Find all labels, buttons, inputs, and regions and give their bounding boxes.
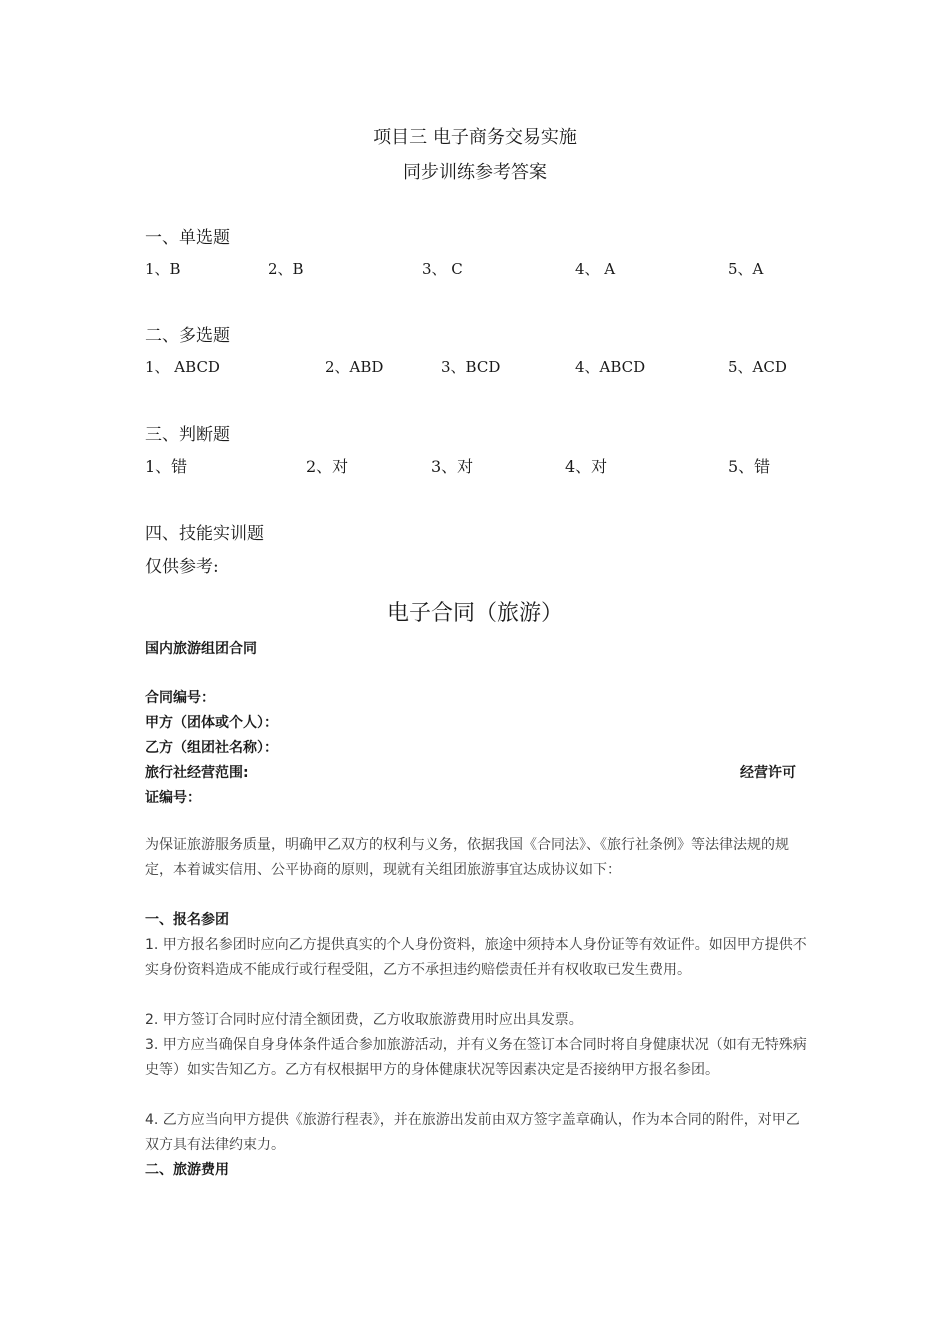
answer-item: 3、 C	[422, 260, 463, 278]
contract-clause: 1. 甲方报名参团时应向乙方提供真实的个人身份资料，旅途中须持本人身份证等有效证件。如因甲方提供不实身份资料造成不能成行或行程受阻，乙方不承担违约赔偿责任并有权收取已发生费用。	[145, 937, 807, 978]
section-heading-registration: 一、报名参团	[145, 912, 229, 928]
contract-clause: 2. 甲方签订合同时应付清全额团费，乙方收取旅游费用时应出具发票。	[145, 1012, 583, 1028]
answer-item: 3、BCD	[441, 358, 501, 376]
contract-title: 电子合同（旅游）	[386, 601, 563, 626]
answer-item: 5、错	[728, 457, 771, 476]
answer-item: 3、对	[431, 457, 474, 476]
answer-item: 1、 ABCD	[145, 358, 220, 376]
field-scope: 旅行社经营范围:	[145, 765, 249, 781]
answer-item: 1、错	[145, 457, 188, 476]
reference-note: 仅供参考:	[145, 557, 219, 577]
answer-item: 5、ACD	[728, 358, 787, 376]
section-heading-skills: 四、技能实训题	[145, 524, 264, 544]
section-heading-true-false: 三、判断题	[145, 425, 230, 445]
section-heading-fees: 二、旅游费用	[145, 1162, 229, 1178]
answer-item: 4、 A	[575, 260, 616, 278]
field-license: 经营许可	[740, 765, 796, 781]
section-heading-single-choice: 一、单选题	[145, 228, 230, 248]
answer-item: 2、B	[268, 260, 304, 278]
answer-item: 2、对	[306, 457, 349, 476]
field-party-a: 甲方（团体或个人）：	[145, 715, 278, 731]
contract-clause: 3. 甲方应当确保自身身体条件适合参加旅游活动，并有义务在签订本合同时将自身健康状况（如有无特殊病史等）如实告知乙方。乙方有权根据甲方的身体健康状况等因素决定是否接纳甲方报名参团。	[145, 1037, 807, 1078]
answer-item: 1、B	[145, 260, 181, 278]
contract-clause: 4. 乙方应当向甲方提供《旅游行程表》，并在旅游出发前由双方签字盖章确认，作为本合同的附件，对甲乙双方具有法律约束力。	[145, 1112, 800, 1153]
answer-item: 4、ABCD	[575, 358, 646, 376]
field-cert-no: 证编号：	[145, 790, 201, 806]
field-contract-no: 合同编号：	[145, 690, 215, 706]
section-heading-multi-choice: 二、多选题	[145, 326, 230, 346]
contract-subtitle: 国内旅游组团合同	[145, 641, 257, 657]
page-title: 项目三 电子商务交易实施	[373, 127, 577, 148]
answer-item: 5、A	[728, 260, 764, 278]
field-party-b: 乙方（组团社名称）：	[145, 740, 278, 756]
page-subtitle: 同步训练参考答案	[403, 162, 547, 183]
contract-intro: 为保证旅游服务质量，明确甲乙双方的权利与义务，依据我国《合同法》、《旅行社条例》等法律法规的规定，本着诚实信用、公平协商的原则，现就有关组团旅游事宜达成协议如下：	[145, 837, 789, 878]
answer-item: 4、对	[565, 457, 608, 476]
answer-item: 2、ABD	[325, 358, 384, 376]
